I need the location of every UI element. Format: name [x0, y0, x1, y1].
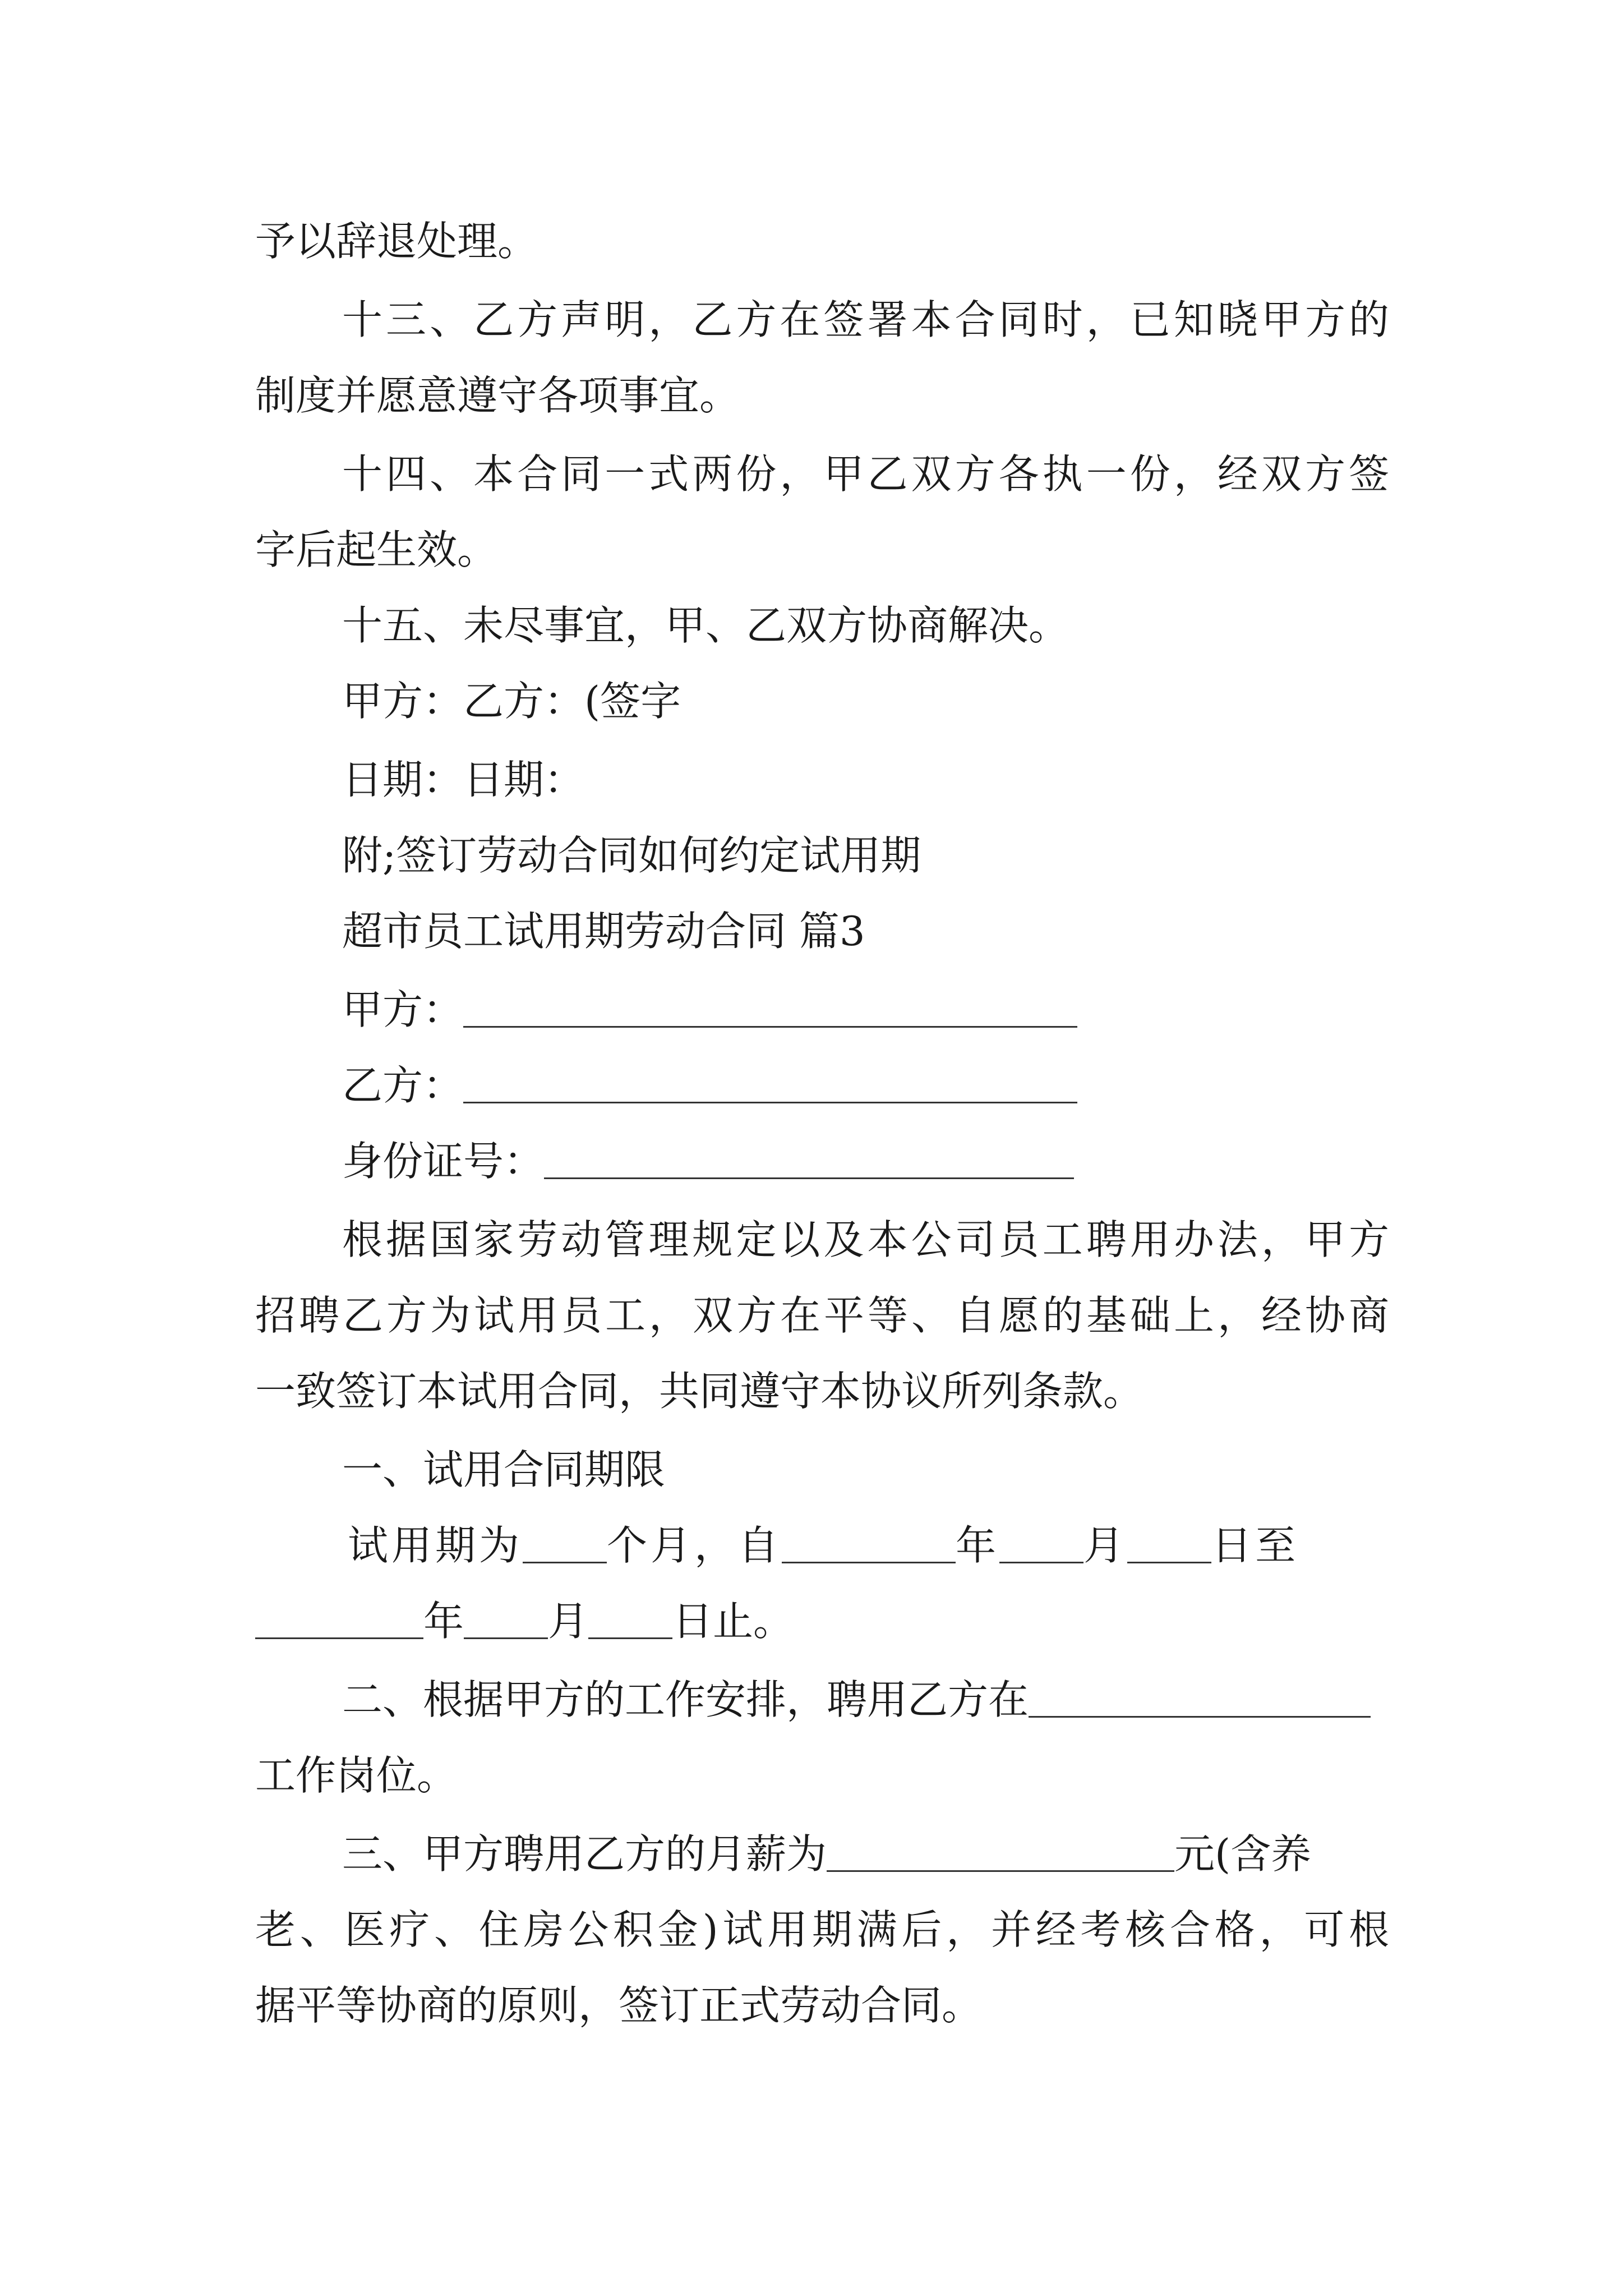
text-segment: 月	[1083, 1522, 1128, 1569]
position-blank[interactable]	[1029, 1677, 1371, 1718]
section-title: 一、试用合同期限	[342, 1446, 666, 1493]
text-segment: 年	[423, 1598, 464, 1645]
party-a-field	[0, 982, 1623, 1038]
paragraph-line: 一致签订本试用合同，共同遵守本协议所列条款。	[255, 1368, 1144, 1415]
party-b-label: 乙方：	[342, 1062, 464, 1109]
end-day-blank[interactable]	[588, 1598, 672, 1639]
text-segment: 试用期为	[348, 1522, 523, 1569]
paragraph-line: 老、医疗、住房公积金)试用期满后，并经考核合格，可根	[255, 1906, 1389, 1953]
salary-blank[interactable]	[827, 1831, 1174, 1872]
text-segment: 二、根据甲方的工作安排，聘用乙方在	[342, 1676, 1029, 1723]
end-year-blank[interactable]	[255, 1598, 423, 1639]
appendix-line: 附;签订劳动合同如何约定试用期	[342, 832, 921, 879]
text-segment: 月	[548, 1598, 589, 1645]
paragraph-line: 十四、本合同一式两份，甲乙双方各执一份，经双方签	[342, 450, 1389, 498]
id-number-field	[0, 1133, 1623, 1189]
paragraph-line: 制度并愿意遵守各项事宜。	[255, 372, 740, 419]
paragraph-line: 十三、乙方声明，乙方在签署本合同时，已知晓甲方的	[342, 296, 1389, 343]
end-month-blank[interactable]	[464, 1598, 548, 1639]
party-b-blank[interactable]	[463, 1062, 1077, 1103]
start-month-blank[interactable]	[999, 1522, 1083, 1563]
paragraph-line: 字后起生效。	[255, 526, 498, 573]
paragraph-line: 根据国家劳动管理规定以及本公司员工聘用办法，甲方	[342, 1216, 1389, 1263]
text-segment: 年	[956, 1522, 1000, 1569]
paragraph-line: 招聘乙方为试用员工，双方在平等、自愿的基础上，经协商	[255, 1292, 1389, 1339]
months-blank[interactable]	[523, 1522, 607, 1563]
trial-period-line-2	[0, 1593, 1623, 1649]
signature-line: 甲方：乙方：(签字	[342, 678, 681, 725]
paragraph-line: 工作岗位。	[255, 1752, 458, 1799]
id-number-blank[interactable]	[544, 1138, 1074, 1179]
party-a-label: 甲方：	[342, 986, 464, 1033]
text-segment: 元(含养	[1174, 1830, 1312, 1878]
text-segment: 三、甲方聘用乙方的月薪为	[342, 1830, 827, 1878]
date-line: 日期：日期：	[342, 756, 585, 803]
start-day-blank[interactable]	[1127, 1522, 1211, 1563]
position-line	[0, 1672, 1623, 1728]
paragraph-line: 据平等协商的原则，签订正式劳动合同。	[255, 1982, 983, 2029]
paragraph-line: 十五、未尽事宜，甲、乙双方协商解决。	[342, 602, 1069, 649]
id-number-label: 身份证号：	[342, 1138, 545, 1185]
trial-period-line	[0, 1517, 1623, 1573]
salary-line	[0, 1826, 1623, 1882]
party-a-blank[interactable]	[463, 987, 1077, 1028]
paragraph-line: 予以辞退处理。	[255, 218, 538, 265]
text-segment: 个月，自	[607, 1522, 782, 1569]
text-segment: 日至	[1211, 1522, 1299, 1569]
text-segment: 日止。	[672, 1598, 794, 1645]
section-heading: 超市员工试用期劳动合同 篇3	[342, 908, 865, 955]
party-b-field	[0, 1057, 1623, 1114]
start-year-blank[interactable]	[782, 1522, 956, 1563]
